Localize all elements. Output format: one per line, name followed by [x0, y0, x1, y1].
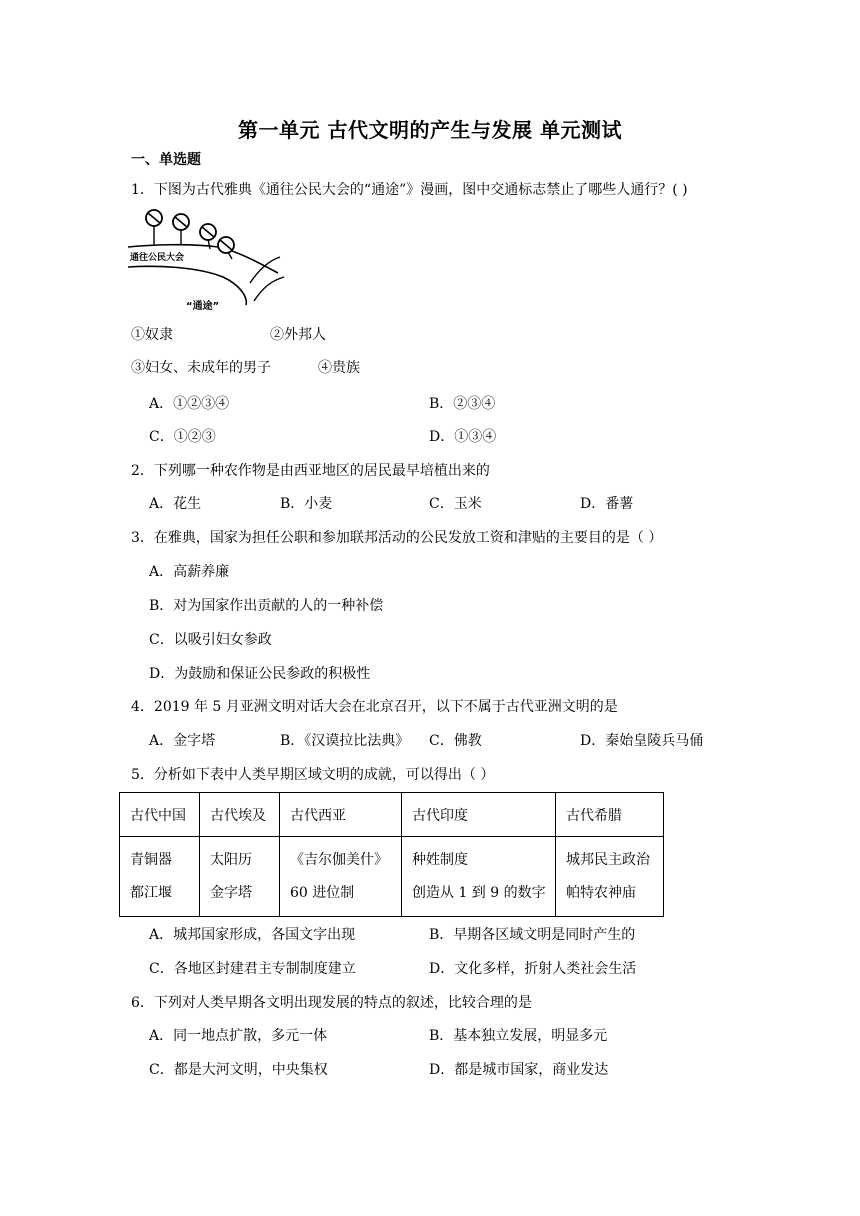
table-cell: 种姓制度 创造从 1 到 9 的数字 — [402, 837, 556, 917]
q6-option-a[interactable]: A．同一地点扩散，多元一体 — [149, 1028, 328, 1044]
q2-option-d[interactable]: D．番薯 — [580, 496, 634, 512]
table-row — [120, 837, 664, 917]
question-2-stem: 2．下列哪一种农作物是由西亚地区的居民最早培植出来的 — [131, 463, 490, 479]
q6-option-b[interactable]: B．基本独立发展，明显多元 — [429, 1028, 608, 1044]
question-6-stem: 6．下列对人类早期各文明出现发展的特点的叙述，比较合理的是 — [131, 995, 532, 1011]
q3-option-c[interactable]: C．以吸引妇女参政 — [149, 632, 272, 648]
q4-option-d[interactable]: D．秦始皇陵兵马俑 — [580, 733, 704, 749]
prohibition-sign-icon — [146, 210, 162, 246]
table-header-cell: 古代希腊 — [556, 793, 664, 837]
cartoon-figure — [128, 205, 286, 317]
q1-option-c[interactable]: C．①②③ — [149, 429, 216, 445]
q4-option-a[interactable]: A．金字塔 — [149, 733, 216, 749]
q4-option-c[interactable]: C．佛教 — [429, 733, 482, 749]
q4-option-b[interactable]: B．《汉谟拉比法典》 — [280, 733, 410, 749]
question-4-stem: 4．2019 年 5 月亚洲文明对话大会在北京召开，以下不属于古代亚洲文明的是 — [131, 699, 618, 715]
table-cell: 《吉尔伽美什》 60 进位制 — [280, 837, 402, 917]
civilization-table — [119, 792, 664, 917]
table-cell: 城邦民主政治 帕特农神庙 — [556, 837, 664, 917]
q2-option-c[interactable]: C．玉米 — [429, 496, 482, 512]
question-3-stem: 3．在雅典，国家为担任公职和参加联邦活动的公民发放工资和津贴的主要目的是（ ） — [131, 530, 663, 546]
question-5-stem: 5．分析如下表中人类早期区域文明的成就，可以得出（ ） — [131, 767, 495, 783]
figure-label-top: 通往公民大会 — [130, 253, 185, 263]
q2-option-a[interactable]: A．花生 — [149, 496, 202, 512]
table-header-cell: 古代埃及 — [200, 793, 280, 837]
q3-option-d[interactable]: D．为鼓励和保证公民参政的积极性 — [149, 666, 371, 682]
q5-option-a[interactable]: A．城邦国家形成，各国文字出现 — [149, 927, 356, 943]
q6-option-d[interactable]: D．都是城市国家，商业发达 — [429, 1062, 609, 1078]
table-header-cell: 古代中国 — [120, 793, 200, 837]
q3-option-b[interactable]: B．对为国家作出贡献的人的一种补偿 — [149, 598, 384, 614]
section-heading: 一、单选题 — [131, 152, 201, 168]
q6-option-c[interactable]: C．都是大河文明，中央集权 — [149, 1062, 328, 1078]
q1-item-3: ③妇女、未成年的男子 — [131, 360, 271, 376]
prohibition-sign-icon — [173, 214, 189, 245]
q3-option-a[interactable]: A．高薪养廉 — [149, 564, 230, 580]
q5-option-b[interactable]: B．早期各区域文明是同时产生的 — [429, 927, 636, 943]
table-header-cell: 古代印度 — [402, 793, 556, 837]
page-title: 第一单元 古代文明的产生与发展 单元测试 — [238, 118, 622, 142]
q1-item-2: ②外邦人 — [270, 327, 326, 343]
q5-option-d[interactable]: D．文化多样，折射人类社会生活 — [429, 961, 637, 977]
q1-item-4: ④贵族 — [318, 360, 360, 376]
table-header-cell: 古代西亚 — [280, 793, 402, 837]
q5-option-c[interactable]: C．各地区封建君主专制制度建立 — [149, 961, 356, 977]
q1-option-d[interactable]: D．①③④ — [429, 429, 497, 445]
figure-label-bottom: “通途” — [186, 301, 220, 312]
q1-item-1: ①奴隶 — [131, 327, 173, 343]
q1-option-a[interactable]: A．①②③④ — [149, 396, 230, 412]
prohibition-sign-icon — [218, 237, 234, 259]
table-cell: 太阳历 金字塔 — [200, 837, 280, 917]
table-cell: 青铜器 都江堰 — [120, 837, 200, 917]
q2-option-b[interactable]: B．小麦 — [280, 496, 333, 512]
q1-option-b[interactable]: B．②③④ — [429, 396, 496, 412]
table-header-row — [120, 793, 664, 837]
question-1-stem: 1．下图为古代雅典《通往公民大会的“通途”》漫画，图中交通标志禁止了哪些人通行？( ) — [131, 182, 688, 198]
